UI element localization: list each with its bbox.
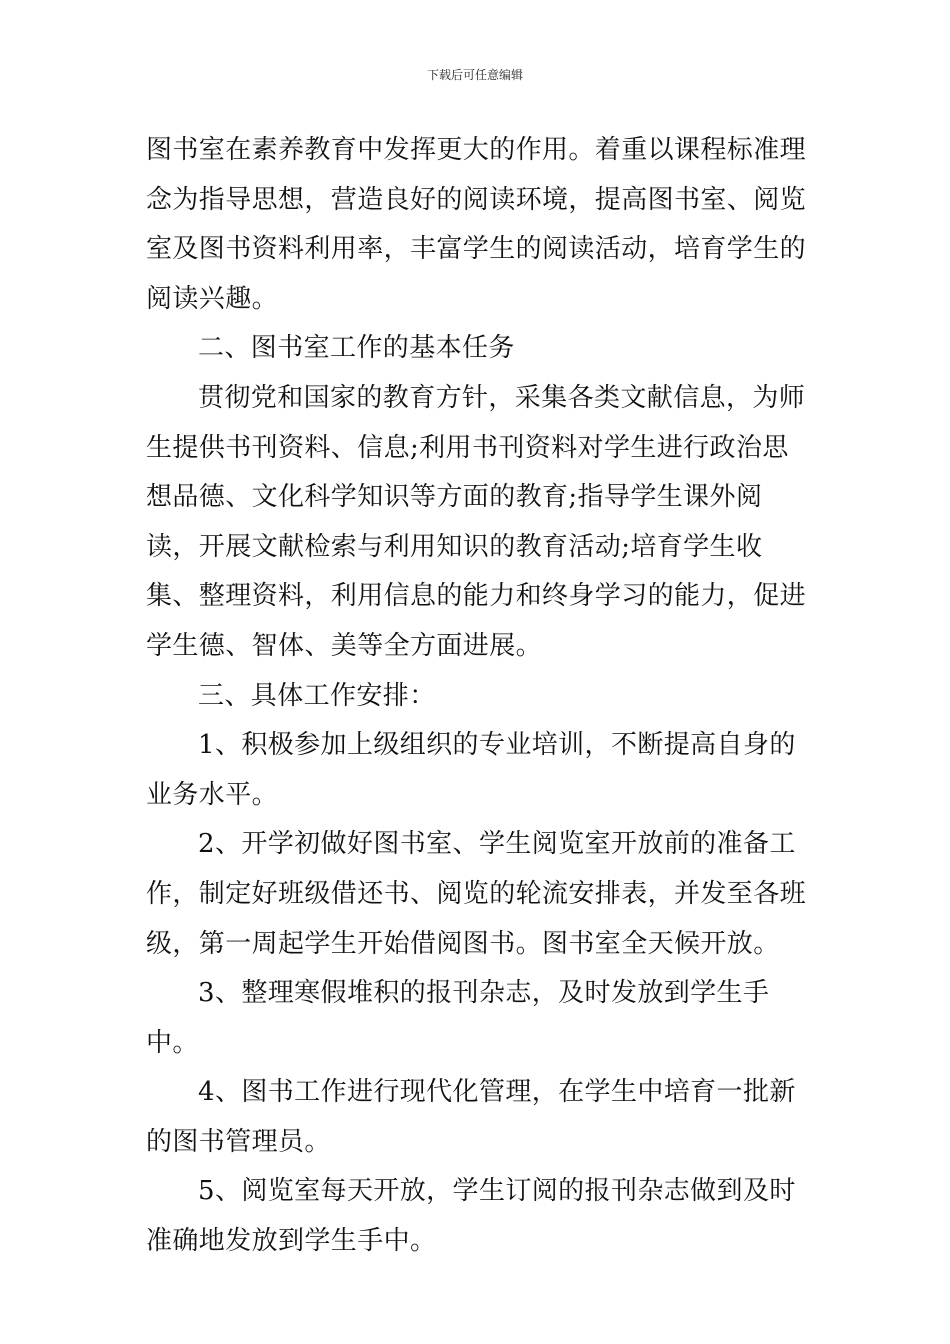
list-item-3: 3、整理寒假堆积的报刊杂志，及时发放到学生手中。 <box>146 978 770 1058</box>
list-item-2: 2、开学初做好图书室、学生阅览室开放前的准备工作，制定好班级借还书、阅览的轮流安排表，并发至各班级，第一周起学生开始借阅图书。图书室全天候开放。 <box>146 829 807 959</box>
list-item-5: 5、阅览室每天开放，学生订阅的报刊杂志做到及时准确地发放到学生手中。 <box>146 1176 796 1257</box>
section-heading-work-arrangement: 三、具体工作安排： <box>198 680 436 711</box>
page-header: 下载后可任意编辑 <box>426 68 523 82</box>
list-item-1: 1、积极参加上级组织的专业培训，不断提高自身的业务水平。 <box>146 730 796 810</box>
paragraph-basic-tasks: 贯彻党和国家的教育方针，采集各类文献信息，为师生提供书刊资料、信息;利用书刊资料对学生进行政治思想品德、文化科学知识等方面的教育;指导学生课外阅读，开展文献检索与利用知识的教育活动;培育学生收集、整理资料，利用信息的能力和终身学习的能力，促进学生德、智体、美等全方面进展。 <box>146 382 807 661</box>
list-item-4: 4、图书工作进行现代化管理，在学生中培育一批新的图书管理员。 <box>146 1077 796 1157</box>
paragraph-intro-continued: 图书室在素养教育中发挥更大的作用。着重以课程标准理念为指导思想，营造良好的阅读环境，提高图书室、阅览室及图书资料利用率，丰富学生的阅读活动，培育学生的阅读兴趣。 <box>146 135 807 314</box>
section-heading-basic-tasks: 二、图书室工作的基本任务 <box>198 333 515 364</box>
document-body <box>146 126 814 1267</box>
